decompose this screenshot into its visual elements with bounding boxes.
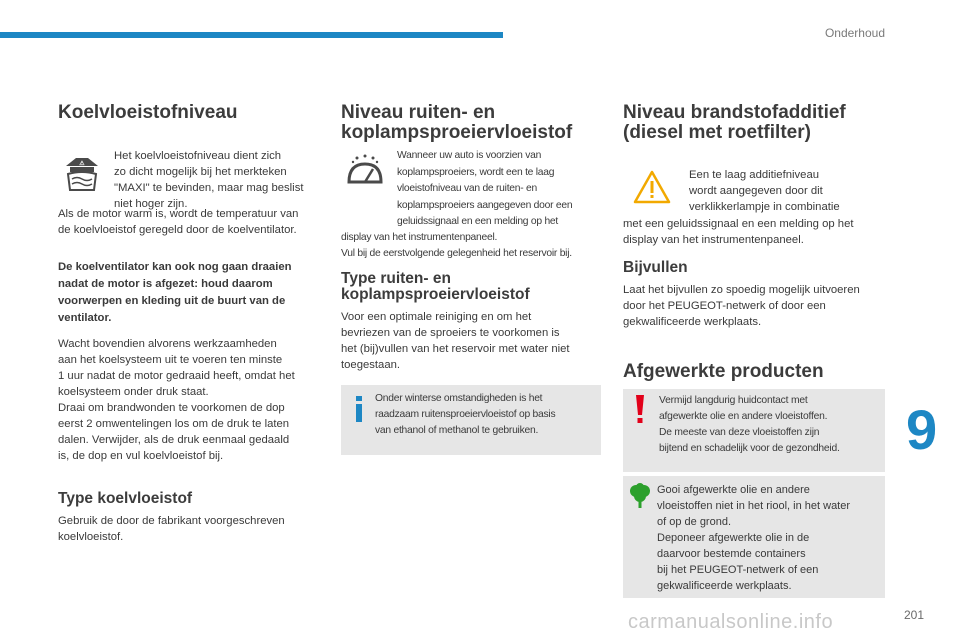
coolant-type-body: Gebruik de door de fabrikant voorgeschreven koelvloeistof.	[58, 515, 285, 543]
additive-intro-2: met een geluidssignaal en een melding op het display van het instrumentenpaneel.	[623, 218, 854, 246]
coolant-intro: Het koelvloeistofniveau dient zich zo dicht mogelijk bij het merkteken "MAXI" te bevinden, maar mag beslist niet hoger zijn.	[114, 150, 304, 210]
used-products-alert-box	[623, 389, 885, 472]
washer-type-body: Voor een optimale reiniging en om het bevriezen van de sproeiers te voorkomen is het (bij)vullen van het reservoir met water niet toegestaan.	[341, 311, 570, 371]
coolant-title: Koelvloeistofniveau	[58, 102, 238, 123]
page-number: 201	[904, 608, 925, 622]
washer-info-text: Onder winterse omstandigheden is het raadzaam ruitensproeiervloeistof op basis van ethanol of methanol te gebruiken.	[375, 393, 556, 436]
coolant-intro-2: Als de motor warm is, wordt de temperatuur van de koelvloeistof geregeld door de koelventilator.	[58, 208, 299, 236]
washer-intro: Wanneer uw auto is voorzien van koplampsproeiers, wordt een te laag vloeistofniveau van de ruiten- en koplampsproeiers aangegeven door een geluidssignaal en een melding op het	[397, 150, 573, 227]
coolant-type-title: Type koelvloeistof	[58, 490, 193, 507]
additive-title: Niveau brandstofadditief (diesel met roetfilter)	[623, 102, 846, 143]
coolant-fan-warning: De koelventilator kan ook nog gaan draaien nadat de motor is afgezet: houd daarom voorwerpen en kleding uit de buurt van de ventilator.	[58, 261, 292, 324]
svg-text:⚠: ⚠	[79, 161, 85, 167]
chapter-number: 9	[906, 398, 938, 461]
exclamation-icon	[634, 395, 646, 425]
washer-intro-2: display van het instrumentenpaneel. Vul bij de eerstvolgende gelegenheid het reservoir bij.	[341, 232, 572, 259]
info-icon	[352, 396, 366, 422]
additive-intro: Een te laag additiefniveau wordt aangegeven door dit verklikkerlampje in combinatie	[689, 169, 840, 213]
washer-type-title: Type ruiten- en koplampsproeiervloeistof	[341, 270, 530, 303]
used-products-title: Afgewerkte producten	[623, 361, 824, 382]
watermark: carmanualsonline.info	[628, 611, 834, 633]
washer-title: Niveau ruiten- en koplampsproeiervloeistof	[341, 102, 573, 143]
section-title: Onderhoud	[824, 26, 885, 40]
used-products-alert-text: Vermijd langdurig huidcontact met afgewerkte olie en andere vloeistoffen. De meeste van deze vloeistoffen zijn bijtend en schadelijk voor de gezondheid.	[659, 395, 840, 454]
header-accent-bar	[0, 32, 503, 38]
washer-fluid-icon	[345, 152, 385, 192]
washer-info-box	[341, 385, 601, 455]
refill-body: Laat het bijvullen zo spoedig mogelijk uitvoeren door het PEUGEOT-netwerk of door een gekwalificeerde werkplaats.	[623, 284, 860, 328]
used-products-eco-box	[623, 476, 885, 598]
refill-title: Bijvullen	[623, 259, 688, 276]
used-products-eco-text: Gooi afgewerkte olie en andere vloeistoffen niet in het riool, in het water of op de grond. Deponeer afgewerkte olie in de daarvoor bestemde containers bij het PEUGEOT-netwerk of een gekwalificeerde werkplaats.	[657, 484, 851, 592]
tree-icon	[629, 483, 651, 509]
coolant-cap-warning-icon	[60, 150, 104, 194]
coolant-body: Wacht bovendien alvorens werkzaamheden aan het koelsysteem uit te voeren ten minste 1 uur nadat de motor gedraaid heeft, omdat het koelsysteem onder druk staat. Draai om brandwonden te voorkomen de dop eerst 2 omwentelingen los om de druk te laten dalen. Verwijder, als de druk eenmaal gedaald is, de dop en vul koelvloeistof bij.	[58, 338, 295, 462]
warning-triangle-icon	[633, 170, 671, 204]
